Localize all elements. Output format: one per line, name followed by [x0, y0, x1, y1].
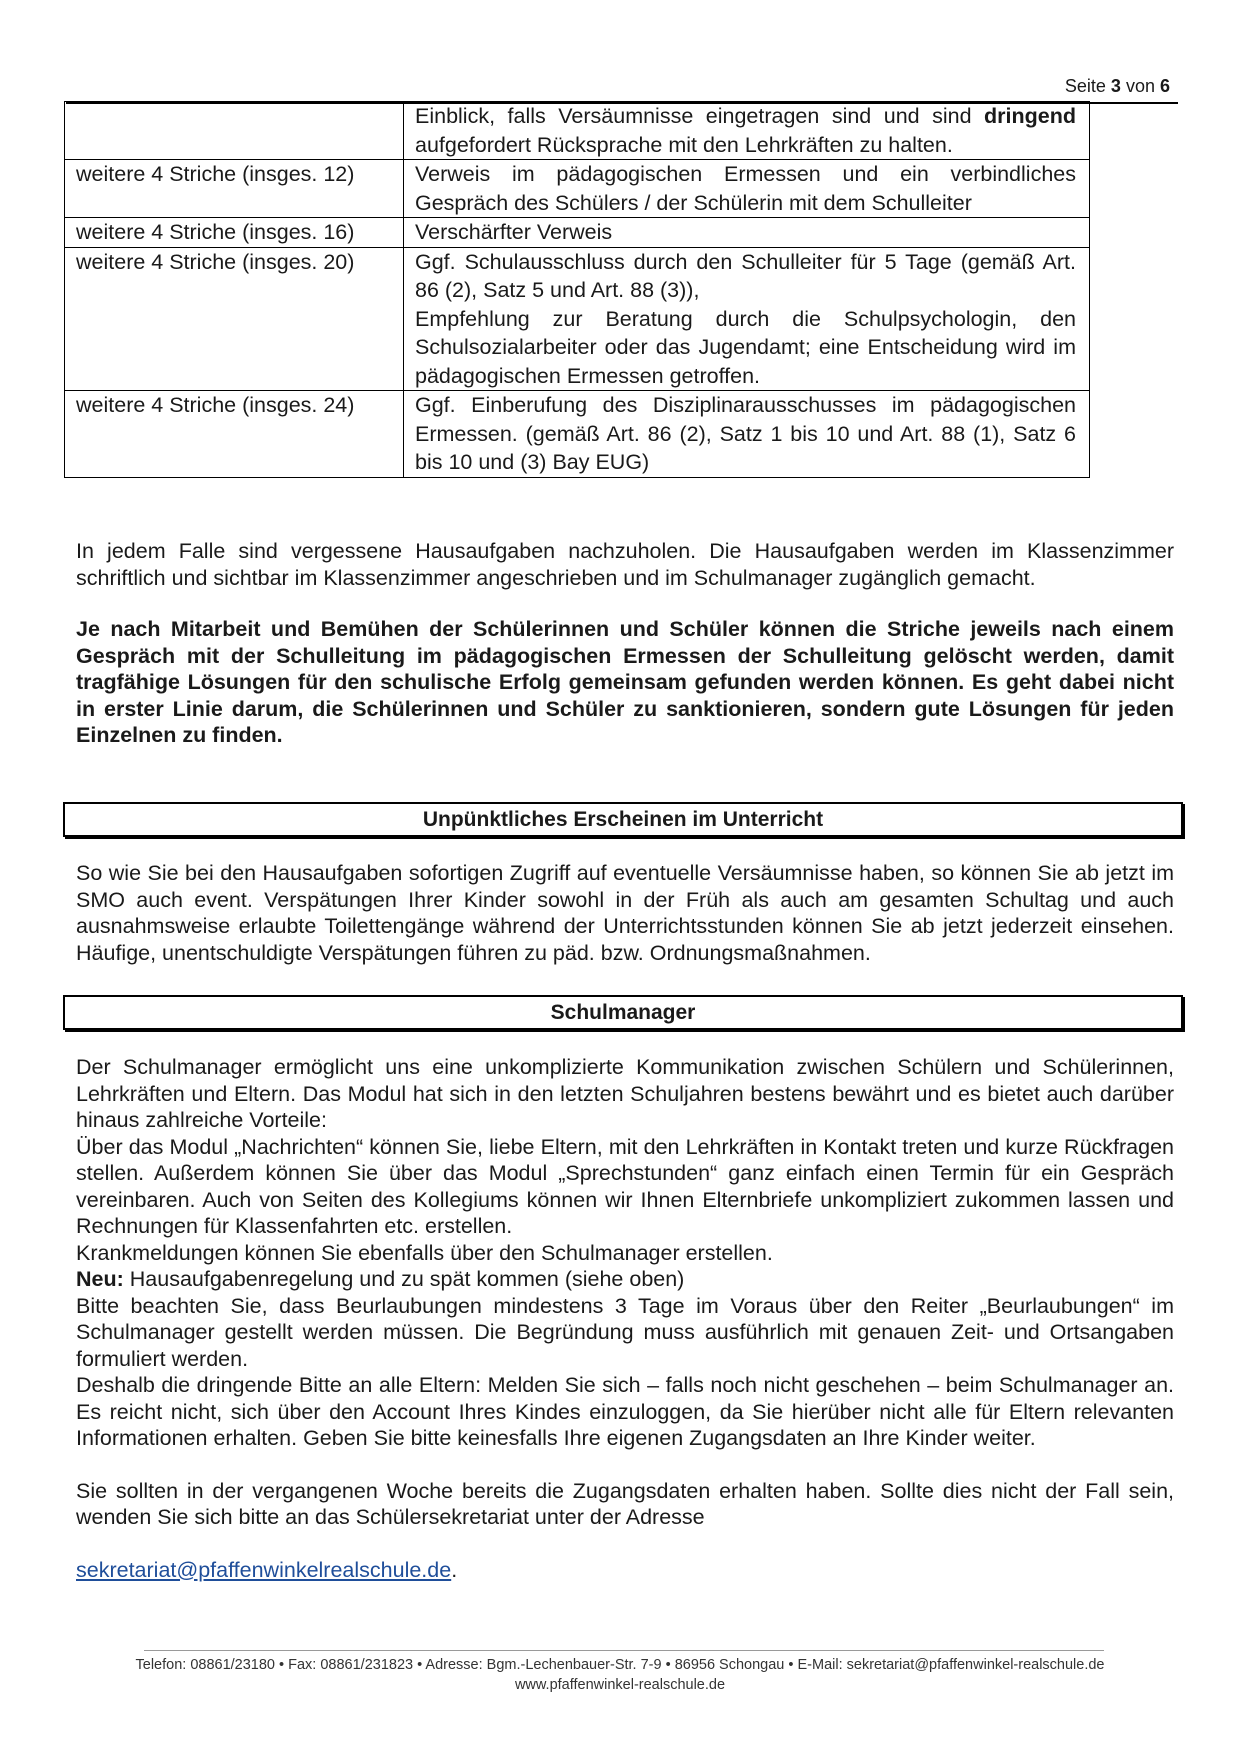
- paragraph: Sie sollten in der vergangenen Woche bereits die Zugangsdaten erhalten haben. Sollte dies nicht der Fall sein, wenden Sie sich bitte an das Schülersekretariat unter der Adresse: [76, 1478, 1174, 1529]
- table-cell-level: weitere 4 Striche (insges. 24): [65, 391, 404, 478]
- section-heading-late: Unpünktliches Erscheinen im Unterricht: [63, 802, 1183, 837]
- table-cell-level: weitere 4 Striche (insges. 16): [65, 218, 404, 248]
- table-cell-measure: Verschärfter Verweis: [404, 218, 1090, 248]
- table-row: [65, 247, 1090, 391]
- table-cell-measure: Ggf. Schulausschluss durch den Schulleiter für 5 Tage (gemäß Art. 86 (2), Satz 5 und Art. 88 (3)), Empfehlung zur Beratung durch die Schulpsychologin, den Schulsozialarbeiter oder das Jugendamt; eine Entscheidung wird im pädagogischen Ermessen getroffen.: [404, 247, 1090, 391]
- email-link[interactable]: sekretariat@pfaffenwinkelrealschule.de: [76, 1557, 452, 1582]
- table-row: [65, 218, 1090, 248]
- table-cell-level: weitere 4 Striche (insges. 20): [65, 247, 404, 391]
- table-row: [65, 391, 1090, 478]
- paragraph: Über das Modul „Nachrichten“ können Sie, liebe Eltern, mit den Lehrkräften in Kontakt treten und kurze Rückfragen stellen. Außerdem können Sie über das Modul „Sprechstunden“ ganz einfach einen Termin für ein Gespräch vereinbaren. Auch von Seiten des Kollegiums können wir Ihnen Elternbriefe unkompliziert zukommen lassen und Rechnungen für Klassenfahrten etc. erstellen.: [76, 1134, 1174, 1238]
- late-paragraph: So wie Sie bei den Hausaufgaben sofortigen Zugriff auf eventuelle Versäumnisse haben, so können Sie ab jetzt im SMO auch event. Verspätungen Ihrer Kinder sowohl in der Früh als auch am gesamten Schultag und auch ausnahmsweise erlaubte Toilettengänge während der Unterrichtsstunden können Sie ab jetzt jederzeit einsehen. Häufige, unentschuldigte Verspätungen führen zu päd. bzw. Ordnungsmaßnahmen.: [76, 861, 1174, 965]
- table-cell-level: weitere 4 Striche (insges. 12): [65, 160, 404, 218]
- measures-table: [64, 101, 1090, 478]
- email-line: sekretariat@pfaffenwinkelrealschule.de.: [76, 1557, 458, 1582]
- page-header: [66, 72, 1178, 104]
- page-number: Seite 3 von 6: [1064, 76, 1170, 96]
- paragraph: Krankmeldungen können Sie ebenfalls über den Schulmanager erstellen.: [76, 1240, 773, 1265]
- paragraph: Bitte beachten Sie, dass Beurlaubungen mindestens 3 Tage im Voraus über den Reiter „Beurlaubungen“ im Schulmanager gestellt werden müssen. Die Begründung muss ausführlich mit genauen Zeit- und Ortsangaben formuliert werden.: [76, 1293, 1174, 1371]
- footer-website: www.pfaffenwinkel-realschule.de: [514, 1677, 726, 1693]
- table-row: [65, 160, 1090, 218]
- schulmanager-text: [76, 1054, 1174, 1583]
- footer: [0, 1655, 1240, 1695]
- footer-divider: [144, 1650, 1104, 1651]
- homework-bold-paragraph: Je nach Mitarbeit und Bemühen der Schülerinnen und Schüler können die Striche jeweils nach einem Gespräch mit der Schulleitung im pädagogischen Ermessen der Schulleitung gelöscht werden, damit tragfähige Lösungen für den schulische Erfolg gemeinsam gefunden werden können. Es geht dabei nicht in erster Linie darum, die Schülerinnen und Schüler zu sanktionieren, sondern gute Lösungen für jeden Einzelnen zu finden.: [76, 617, 1174, 747]
- footer-contact: Telefon: 08861/23180 • Fax: 08861/231823 • Adresse: Bgm.-Lechenbauer-Str. 7-9 • 86956 Schongau • E-Mail: sekretariat@pfaffenwinkel-realschule.de: [135, 1657, 1105, 1673]
- paragraph: Deshalb die dringende Bitte an alle Eltern: Melden Sie sich – falls noch nicht geschehen – beim Schulmanager an. Es reicht nicht, sich über den Account Ihres Kindes einzuloggen, da Sie hierüber nicht alle für Eltern relevanten Informationen erhalten. Geben Sie bitte keinesfalls Ihre eigenen Zugangsdaten an Ihre Kinder weiter.: [76, 1373, 1174, 1450]
- homework-note: In jedem Falle sind vergessene Hausaufgaben nachzuholen. Die Hausaufgaben werden im Klassenzimmer schriftlich und sichtbar im Klassenzimmer angeschrieben und im Schulmanager zugänglich gemacht.: [76, 539, 1174, 590]
- paragraph: Neu: Hausaufgabenregelung und zu spät kommen (siehe oben): [76, 1267, 685, 1291]
- paragraph: Der Schulmanager ermöglicht uns eine unkomplizierte Kommunikation zwischen Schülern und Schülerinnen, Lehrkräften und Eltern. Das Modul hat sich in den letzten Schuljahren bestens bewährt und es bietet auch darüber hinaus zahlreiche Vorteile:: [76, 1055, 1174, 1132]
- table-cell-measure: Ggf. Einberufung des Disziplinarausschusses im pädagogischen Ermessen. (gemäß Art. 86 (2), Satz 1 bis 10 und Art. 88 (1), Satz 6 bis 10 und (3) Bay EUG): [404, 391, 1090, 478]
- table-cell-measure: Verweis im pädagogischen Ermessen und ein verbindliches Gespräch des Schülers / der Schülerin mit dem Schulleiter: [404, 160, 1090, 218]
- section-heading-schulmanager: Schulmanager: [63, 995, 1183, 1030]
- table-cell-measure: Einblick, falls Versäumnisse eingetragen sind und sind dringend aufgefordert Rücksprache mit den Lehrkräften zu halten.: [404, 102, 1090, 160]
- table-row: [65, 102, 1090, 160]
- table-cell-level: [65, 102, 404, 160]
